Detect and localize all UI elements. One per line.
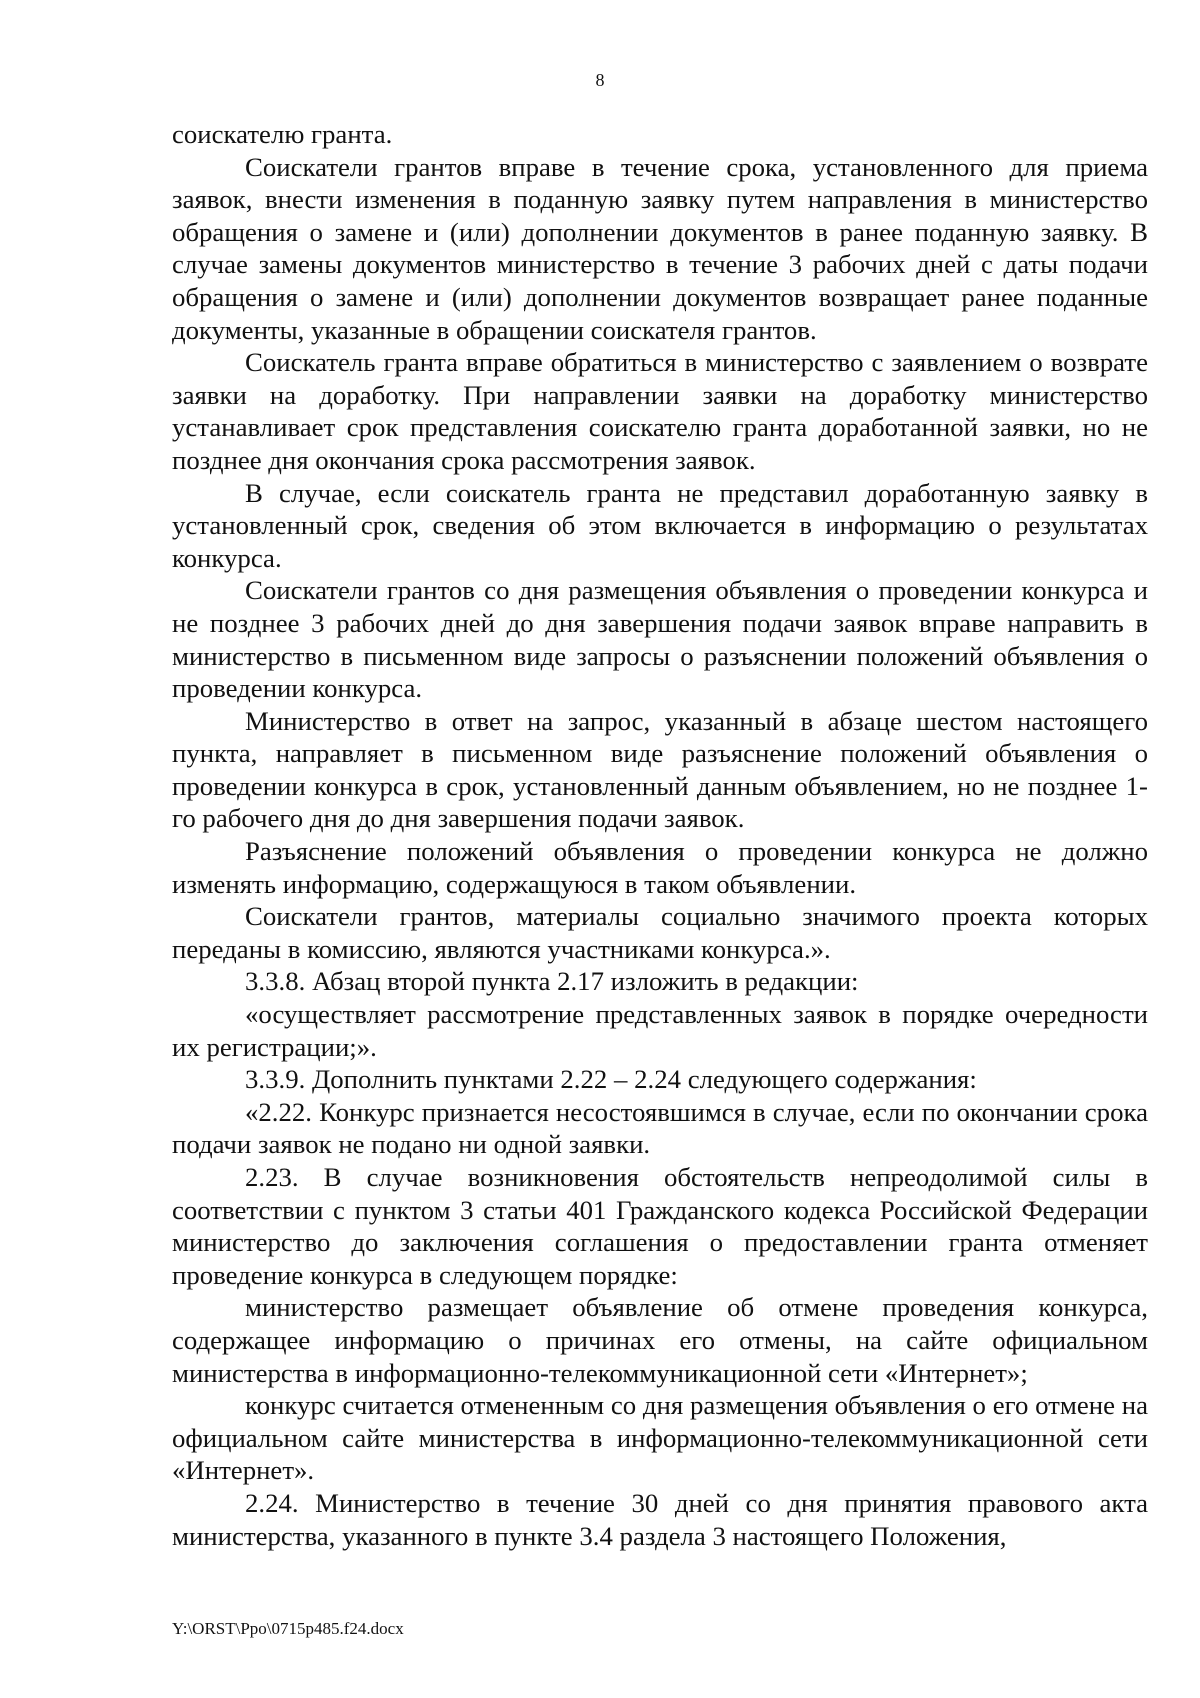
paragraph: «2.22. Конкурс признается несостоявшимся в случае, если по окончании срока подачи заявок не подано ни одной заявки. xyxy=(172,1096,1148,1160)
paragraph: В случае, если соискатель гранта не представил доработанную заявку в установленный срок, сведения об этом включается в информацию о результатах конкурса. xyxy=(172,477,1148,573)
paragraph: министерство размещает объявление об отмене проведения конкурса, содержащее информацию о причинах его отмены, на сайте официальном министерства в информационно-телекоммуникационной сети «Интернет»; xyxy=(172,1292,1148,1388)
paragraph: конкурс считается отмененным со дня размещения объявления о его отмене на официальном сайте министерства в информационно-телекоммуникационной сети «Интернет». xyxy=(172,1390,1148,1486)
paragraph: Соискатель гранта вправе обратиться в министерство с заявлением о возврате заявки на доработку. При направлении заявки на доработку министерство устанавливает срок представления соискателю гранта доработанной заявки, но не позднее дня окончания срока рассмотрения заявок. xyxy=(172,347,1148,475)
paragraph: Соискатели грантов вправе в течение срока, установленного для приема заявок, внести изменения в поданную заявку путем направления в министерство обращения о замене и (или) дополнении документов в ранее поданную заявку. В случае замены документов министерство в течение 3 рабочих дней с даты подачи обращения о замене и (или) дополнении документов возвращает ранее поданные документы, указанные в обращении соискателя грантов. xyxy=(172,151,1148,345)
document-body xyxy=(172,118,1148,1552)
paragraph: соискателю гранта. xyxy=(172,119,393,149)
paragraph: 2.24. Министерство в течение 30 дней со дня принятия правового акта министерства, указанного в пункте 3.4 раздела 3 настоящего Положения, xyxy=(172,1487,1148,1551)
paragraph: Соискатели грантов, материалы социально значимого проекта которых переданы в комиссию, являются участниками конкурса.». xyxy=(172,901,1148,964)
footer-file-path: Y:\ORST\Ppo\0715p485.f24.docx xyxy=(172,1619,404,1638)
paragraph: 3.3.9. Дополнить пунктами 2.22 – 2.24 следующего содержания: xyxy=(245,1064,977,1095)
page-number: 8 xyxy=(595,70,605,90)
paragraph: 2.23. В случае возникновения обстоятельств непреодолимой силы в соответствии с пунктом 3 статьи 401 Гражданского кодекса Российской Федерации министерство до заключения соглашения о предоставлении гранта отменяет проведение конкурса в следующем порядке: xyxy=(172,1162,1148,1290)
paragraph: Разъяснение положений объявления о проведении конкурса не должно изменять информацию, содержащуюся в таком объявлении. xyxy=(172,836,1148,899)
paragraph: Министерство в ответ на запрос, указанный в абзаце шестом настоящего пункта, направляет в письменном виде разъяснение положений объявления о проведении конкурса в срок, установленный данным объявлением, но не позднее 1-го рабочего дня до дня завершения подачи заявок. xyxy=(172,705,1148,834)
paragraph: «осуществляет рассмотрение представленных заявок в порядке очередности их регистрации;». xyxy=(172,999,1148,1062)
paragraph: Соискатели грантов со дня размещения объявления о проведении конкурса и не позднее 3 рабочих дней до дня завершения подачи заявок вправе направить в министерство в письменном виде запросы о разъяснении положений объявления о проведении конкурса. xyxy=(172,575,1148,704)
paragraph: 3.3.8. Абзац второй пункта 2.17 изложить в редакции: xyxy=(245,966,859,997)
